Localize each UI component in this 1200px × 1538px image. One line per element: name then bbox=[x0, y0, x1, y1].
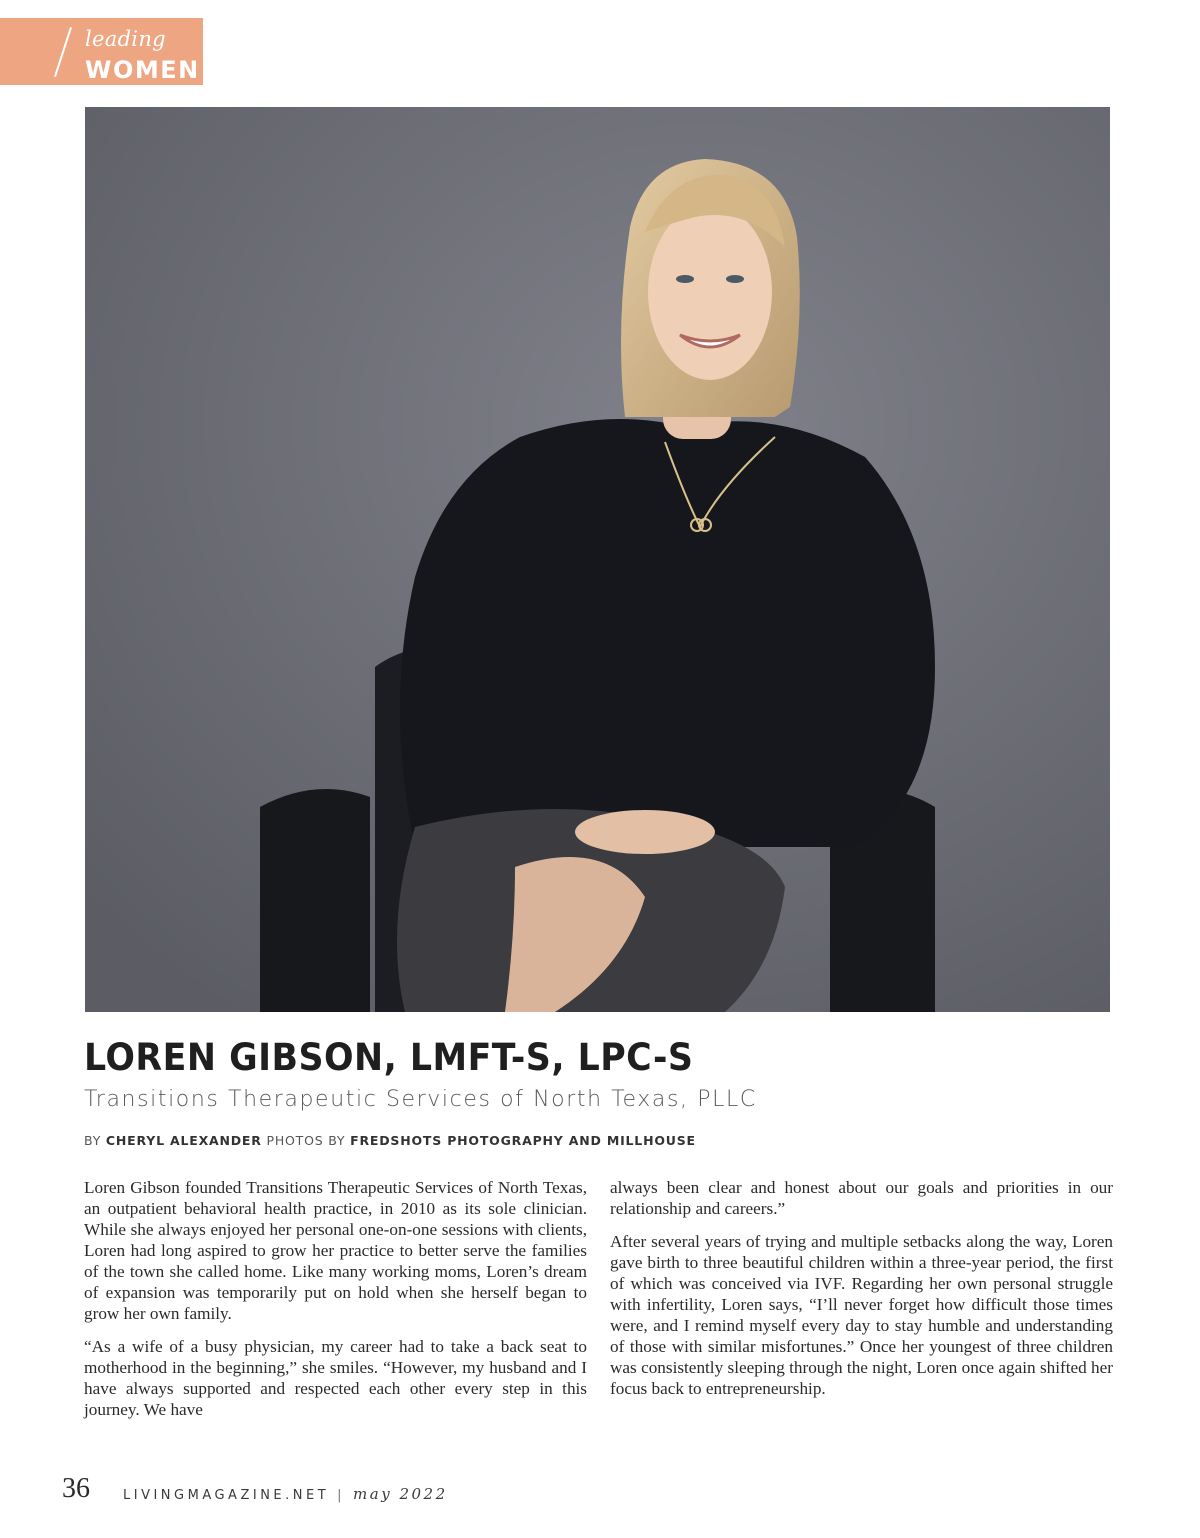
body-column-right bbox=[610, 1177, 1113, 1411]
footer-issue: may 2022 bbox=[353, 1485, 448, 1503]
body-column-left bbox=[84, 1177, 587, 1432]
page-number: 36 bbox=[62, 1473, 90, 1504]
footer-site: LIVINGMAGAZINE.NET bbox=[123, 1488, 330, 1503]
byline-by: BY bbox=[84, 1133, 102, 1148]
byline-author: CHERYL ALEXANDER bbox=[105, 1133, 262, 1148]
sweater bbox=[400, 419, 935, 847]
byline-photos-by: PHOTOS BY bbox=[266, 1133, 346, 1148]
left-eye bbox=[676, 275, 694, 283]
article-title: LOREN GIBSON, LMFT-S, LPC-S bbox=[84, 1036, 694, 1079]
chair-arm-left bbox=[260, 789, 370, 1012]
article-subtitle: Transitions Therapeutic Services of North Texas, PLLC bbox=[84, 1087, 757, 1112]
hands bbox=[575, 810, 715, 854]
section-tag-label: WOMEN bbox=[85, 56, 200, 84]
portrait-photo bbox=[85, 107, 1110, 1012]
section-tag-script: leading bbox=[85, 27, 166, 51]
slash-divider bbox=[54, 27, 72, 77]
byline bbox=[84, 1133, 696, 1148]
paragraph: Loren Gibson founded Transitions Therapeutic Services of North Texas, an outpatient behavioral health practice, in 2010 as its sole clinician. While she always enjoyed her personal one-on-one sessions with clients, Loren had long aspired to grow her practice to better serve the families of the town she called home. Like many working moms, Loren’s dream of expansion was temporarily put on hold when she herself began to grow her own family. bbox=[84, 1178, 587, 1323]
footer-separator: | bbox=[337, 1488, 346, 1503]
byline-photographer: FREDSHOTS PHOTOGRAPHY AND MILLHOUSE bbox=[350, 1133, 696, 1148]
right-eye bbox=[726, 275, 744, 283]
footer bbox=[123, 1485, 448, 1503]
paragraph: always been clear and honest about our goals and priorities in our relationship and careers.” bbox=[610, 1178, 1113, 1218]
face bbox=[648, 204, 772, 380]
paragraph: After several years of trying and multiple setbacks along the way, Loren gave birth to three beautiful children within a three-year period, the first of which was conceived via IVF. Regarding her own personal struggle with infertility, Loren says, “I’ll never forget how difficult those times were, and I remind myself every day to stay humble and understanding of those with similar misfortunes.” Once her youngest of three children was consistently sleeping through the night, Loren once again shifted her focus back to entrepreneurship. bbox=[610, 1232, 1113, 1398]
paragraph: “As a wife of a busy physician, my career had to take a back seat to motherhood in the beginning,” she smiles. “However, my husband and I have always supported and respected each other every step in this journey. We have bbox=[84, 1337, 587, 1419]
portrait-illustration bbox=[85, 107, 1110, 1012]
section-tag bbox=[0, 18, 203, 85]
